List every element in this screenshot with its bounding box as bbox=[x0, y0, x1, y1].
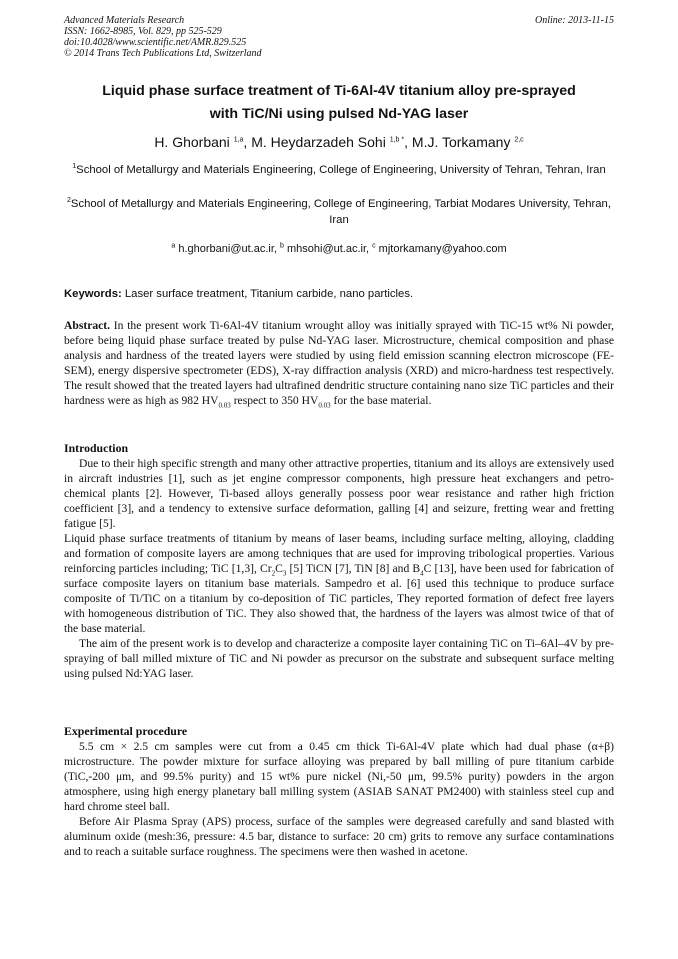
abstract-text: respect to 350 HV bbox=[230, 394, 319, 407]
affiliation-1 bbox=[60, 162, 618, 178]
paper-title-line-1: Liquid phase surface treatment of Ti-6Al-4V titanium alloy pre-sprayed bbox=[102, 83, 576, 99]
email-address: mjtorkamany@yahoo.com bbox=[375, 243, 507, 255]
experimental-paragraph-1: 5.5 cm × 2.5 cm samples were cut from a 0.45 cm thick Ti-6Al-4V plate which had dual phase (α+β) microstructure. The powder mixture for surface alloying was prepared by ball milling of pure titanium carbide (TiC,-200 μm, and 99.5% purity) and 15 wt% pure nickel (Ni,-50 μm, 99.5% purity) powders in the argon atmosphere, using high energy planetary ball milling system (ASIAB SANAT PM2400) with stainless steel cup and hard chrome steel ball. bbox=[64, 740, 614, 813]
affiliation-text: School of Metallurgy and Materials Engineering, College of Engineering, University of Tehran, Tehran, Iran bbox=[76, 164, 606, 176]
experimental-paragraph-2: Before Air Plasma Spray (APS) process, surface of the samples were degreased carefully and sand blasted with aluminum oxide (mesh:36, pressure: 4.5 bar, distance to surface: 20 cm) grits to remove any surface contaminations and to reach a suitable surface roughness. The specimens were then washed in acetone. bbox=[64, 815, 614, 858]
email-address: h.ghorbani@ut.ac.ir, bbox=[175, 243, 281, 255]
introduction-paragraph-2 bbox=[64, 531, 614, 636]
section-heading: Experimental procedure bbox=[64, 724, 188, 738]
paragraph-text: Liquid phase surface treatments of titanium by means of laser beams, including surface melting, alloying, cladding and formation of composite layers are among techniques that are used for improving tribological properties. Various reinforcing particles including; TiC [1,3], Cr bbox=[64, 532, 614, 575]
subscript: 0.03 bbox=[318, 401, 331, 410]
paragraph-text: [5] TiCN [7], TiN [8] and B bbox=[286, 562, 421, 575]
paper-title bbox=[40, 80, 638, 126]
author-list bbox=[40, 132, 638, 152]
abstract bbox=[64, 318, 614, 408]
author-emails bbox=[40, 241, 638, 257]
keywords bbox=[64, 287, 614, 302]
email-superscript: b bbox=[280, 242, 284, 250]
author-superscript: 2,c bbox=[514, 136, 524, 144]
paper-title-line-2: with TiC/Ni using pulsed Nd-YAG laser bbox=[209, 106, 469, 122]
author-name: H. Ghorbani bbox=[154, 134, 230, 150]
introduction-section bbox=[64, 441, 614, 681]
affiliation-text: School of Metallurgy and Materials Engineering, College of Engineering, Tarbiat Modares University, Tehran, Iran bbox=[70, 198, 611, 226]
section-heading: Introduction bbox=[64, 441, 129, 455]
keywords-label: Keywords: bbox=[64, 288, 122, 300]
journal-issn: ISSN: 1662-8985, Vol. 829, pp 525-529 bbox=[64, 26, 222, 37]
email-superscript: c bbox=[372, 242, 376, 250]
subscript: 4 bbox=[420, 569, 424, 578]
paragraph-text: C [13], have been used for fabrication of surface composite layers on titanium base materials. Sampedro et al. [6] used this technique to produce surface composite of Ti/TiC on a titanium by co-deposition of TiC particles, They reported formation of defect free layers with homogeneous distribution of TiC. They also showed that, the hardness of the layers was almost twice of that of the base material. bbox=[64, 562, 614, 635]
introduction-paragraph-3: The aim of the present work is to develop and characterize a composite layer containing TiC on Ti–6Al–4V by pre-spraying of ball milled mixture of TiC and Ni powder as precursor on the substrate and subsequent surface melting using pulsed Nd:YAG laser. bbox=[64, 637, 614, 680]
email-superscript: a bbox=[171, 242, 176, 250]
experimental-section bbox=[64, 724, 614, 859]
journal-copyright: © 2014 Trans Tech Publications Ltd, Switzerland bbox=[64, 48, 262, 59]
journal-header bbox=[64, 15, 262, 59]
affiliation-superscript: 2 bbox=[67, 197, 71, 205]
subscript: 3 bbox=[282, 569, 287, 578]
abstract-text: for the base material. bbox=[330, 394, 432, 407]
abstract-text: In the present work Ti-6Al-4V titanium wrought alloy was initially sprayed with TiC-15 wt% Ni powder, before being liquid phase surface treated by pulse Nd-YAG laser. Microstructure, chemical composition and phase analysis and hardness of the treated layers were studied by using field emission scanning electron microscope (FE-SEM), energy dispersive spectrometer (EDS), X-ray diffraction analysis (XRD) and micro-hardness test respectively. The result showed that the treated layers had ultrafined dendritic structure containing nano size TiC particles and their hardness were as high as 982 HV bbox=[64, 319, 614, 407]
subscript: 0.03 bbox=[218, 401, 231, 410]
subscript: 2 bbox=[271, 569, 276, 578]
journal-name: Advanced Materials Research bbox=[64, 15, 185, 26]
email-address: mhsohi@ut.ac.ir, bbox=[283, 243, 373, 255]
affiliation-2 bbox=[60, 196, 618, 228]
affiliation-superscript: 1 bbox=[72, 163, 77, 171]
introduction-paragraph-1: Due to their high specific strength and many other attractive properties, titanium and its alloys are extensively used in aircraft industries [1], such as jet engine compressor components, high pressure heat exchangers and petro-chemical plants [2]. However, Ti-based alloys generally possess poor wear resistance and rather high friction coefficient [3], and a tendency to extensive surface deformation, galling [4] and seizure, fretting wear and fretting fatigue [5]. bbox=[64, 457, 614, 530]
paragraph-text: C bbox=[275, 562, 283, 575]
online-date: Online: 2013-11-15 bbox=[535, 15, 614, 26]
journal-doi: doi:10.4028/www.scientific.net/AMR.829.525 bbox=[64, 37, 247, 48]
author-superscript: 1,b * bbox=[389, 136, 405, 144]
keywords-text: Laser surface treatment, Titanium carbide, nano particles. bbox=[121, 288, 414, 300]
author-name: , M.J. Torkamany bbox=[404, 134, 511, 150]
abstract-paragraph bbox=[64, 318, 614, 408]
author-name: , M. Heydarzadeh Sohi bbox=[243, 134, 386, 150]
author-superscript: 1,a bbox=[233, 136, 244, 144]
abstract-label: Abstract. bbox=[64, 319, 111, 332]
